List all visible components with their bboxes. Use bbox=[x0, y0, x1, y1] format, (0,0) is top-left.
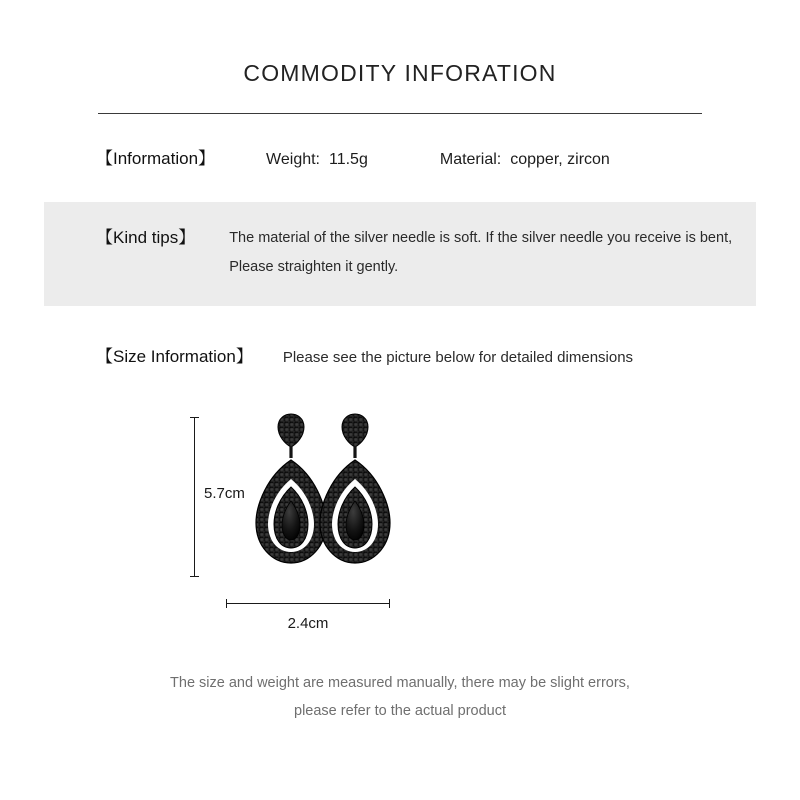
material-key: Material: bbox=[439, 151, 502, 168]
kind-tips-text bbox=[229, 224, 732, 282]
width-dimension-cap-right bbox=[389, 599, 390, 608]
height-dimension-line bbox=[194, 417, 195, 577]
size-information-row bbox=[96, 342, 800, 367]
product-dimension-figure bbox=[190, 413, 610, 643]
kind-tips-line-1: The material of the silver needle is soft. If the silver needle you receive is bent, bbox=[229, 230, 733, 246]
kind-tips-line-2: Please straighten it gently. bbox=[229, 259, 399, 275]
height-dimension-cap-bottom bbox=[190, 576, 199, 577]
weight-value: 11.5g bbox=[329, 151, 368, 168]
information-label: 【Information】 bbox=[96, 149, 216, 168]
measurement-disclaimer-line-2: please refer to the actual product bbox=[294, 703, 506, 720]
width-dimension-cap-left bbox=[226, 599, 227, 608]
product-image bbox=[230, 413, 420, 578]
size-information-label: 【Size Information】 bbox=[96, 347, 253, 366]
weight-field bbox=[266, 151, 368, 169]
page-title: COMMODITY INFORATION bbox=[243, 60, 557, 86]
weight-key: Weight: bbox=[266, 151, 320, 168]
material-value: copper, zircon bbox=[510, 151, 610, 168]
width-dimension bbox=[226, 599, 390, 633]
measurement-disclaimer-line-1: The size and weight are measured manually, there may be slight errors, bbox=[170, 675, 630, 691]
measurement-disclaimer bbox=[0, 669, 800, 726]
information-row bbox=[96, 114, 800, 169]
material-field bbox=[440, 151, 610, 169]
kind-tips-label: 【Kind tips】 bbox=[96, 228, 196, 247]
size-information-note: Please see the picture below for detailed dimensions bbox=[282, 349, 634, 366]
height-dimension-cap-top bbox=[190, 417, 199, 418]
kind-tips-band bbox=[44, 202, 756, 306]
height-dimension-label: 5.7cm bbox=[204, 485, 245, 502]
width-dimension-label: 2.4cm bbox=[287, 615, 329, 632]
width-dimension-line bbox=[226, 603, 390, 604]
